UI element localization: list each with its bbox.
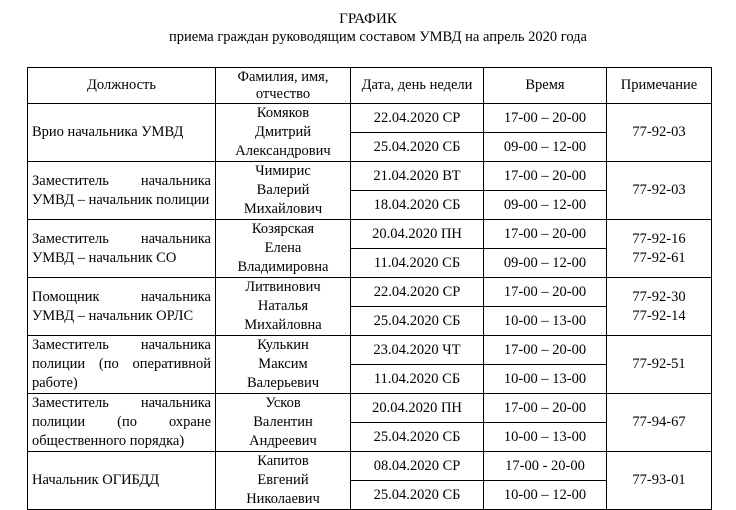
document-subtitle: приема граждан руководящим составом УМВД на апрель 2020 года <box>168 29 587 45</box>
name-part: Валерий <box>256 182 310 198</box>
date-cell: 11.04.2020 СБ <box>351 249 484 278</box>
full-name-cell <box>216 278 351 336</box>
name-part: Валентин <box>253 414 313 430</box>
name-part: Андреевич <box>249 433 317 449</box>
date-cell: 25.04.2020 СБ <box>351 423 484 452</box>
date-cell: 21.04.2020 ВТ <box>351 162 484 191</box>
table-row <box>28 336 712 365</box>
name-part: Елена <box>264 240 302 256</box>
name-part: Наталья <box>257 298 309 314</box>
name-part: Валерьевич <box>246 375 320 391</box>
date-cell: 25.04.2020 СБ <box>351 307 484 336</box>
time-cell: 17-00 – 20-00 <box>484 104 607 133</box>
name-part: Козярская <box>251 221 315 237</box>
phone-number: 77-92-14 <box>632 307 686 324</box>
name-part: Владимировна <box>237 259 329 275</box>
date-cell: 22.04.2020 СР <box>351 104 484 133</box>
table-row <box>28 452 712 481</box>
time-cell: 17-00 – 20-00 <box>484 278 607 307</box>
full-name-cell <box>216 220 351 278</box>
phone-number: 77-93-01 <box>632 472 686 488</box>
phone-number: 77-92-30 <box>632 288 686 305</box>
name-part: Дмитрий <box>254 124 312 140</box>
date-cell: 25.04.2020 СБ <box>351 133 484 162</box>
date-cell: 11.04.2020 СБ <box>351 365 484 394</box>
full-name-cell <box>216 104 351 162</box>
time-cell: 10-00 – 13-00 <box>484 365 607 394</box>
date-cell: 25.04.2020 СБ <box>351 481 484 510</box>
note-cell <box>607 162 712 220</box>
phone-number: 77-92-03 <box>632 182 686 198</box>
date-cell: 23.04.2020 ЧТ <box>351 336 484 365</box>
note-cell <box>607 394 712 452</box>
time-cell: 17-00 – 20-00 <box>484 394 607 423</box>
time-cell: 10-00 – 12-00 <box>484 481 607 510</box>
position-cell: Заместитель начальника УМВД – начальник СО <box>28 220 216 278</box>
name-part: Чимирис <box>255 163 311 179</box>
table-row <box>28 278 712 307</box>
full-name-cell <box>216 394 351 452</box>
phone-number: 77-92-03 <box>632 124 686 140</box>
time-cell: 09-00 – 12-00 <box>484 249 607 278</box>
name-part: Николаевич <box>246 491 320 507</box>
name-part: Кулькин <box>257 337 309 353</box>
name-part: Евгений <box>257 472 309 488</box>
time-cell: 17-00 – 20-00 <box>484 162 607 191</box>
table-header-row <box>28 68 712 104</box>
position-cell: Заместитель начальника полиции (по оперативной работе) <box>28 336 216 394</box>
note-cell <box>607 278 712 336</box>
table-row <box>28 394 712 423</box>
column-header-note: Примечание <box>607 68 712 104</box>
phone-number: 77-92-51 <box>632 356 686 372</box>
time-cell: 17-00 – 20-00 <box>484 220 607 249</box>
schedule-table <box>27 67 712 510</box>
date-cell: 18.04.2020 СБ <box>351 191 484 220</box>
time-cell: 09-00 – 12-00 <box>484 133 607 162</box>
column-header-position: Должность <box>28 68 216 104</box>
name-part: Усков <box>265 395 301 411</box>
position-cell: Врио начальника УМВД <box>28 104 216 162</box>
note-cell <box>607 104 712 162</box>
date-cell: 22.04.2020 СР <box>351 278 484 307</box>
name-part: Комяков <box>256 105 310 121</box>
table-row <box>28 104 712 133</box>
note-cell <box>607 336 712 394</box>
position-cell: Заместитель начальника полиции (по охране общественного порядка) <box>28 394 216 452</box>
name-part: Александрович <box>235 143 331 159</box>
time-cell: 17-00 – 20-00 <box>484 336 607 365</box>
date-cell: 08.04.2020 СР <box>351 452 484 481</box>
phone-number: 77-94-67 <box>632 414 686 430</box>
document-title: ГРАФИК <box>339 11 397 27</box>
full-name-cell <box>216 452 351 510</box>
position-cell: Начальник ОГИБДД <box>28 452 216 510</box>
phone-number: 77-92-61 <box>632 249 686 266</box>
position-cell: Заместитель начальника УМВД – начальник полиции <box>28 162 216 220</box>
name-part: Максим <box>258 356 308 372</box>
time-cell: 10-00 – 13-00 <box>484 307 607 336</box>
column-header-time: Время <box>484 68 607 104</box>
name-part: Литвинович <box>245 279 321 295</box>
name-part: Михайлович <box>243 201 323 217</box>
full-name-cell <box>216 336 351 394</box>
phone-number: 77-92-16 <box>632 230 686 247</box>
note-cell <box>607 220 712 278</box>
name-part: Михайловна <box>244 317 322 333</box>
table-row <box>28 220 712 249</box>
time-cell: 10-00 – 13-00 <box>484 423 607 452</box>
position-cell: Помощник начальника УМВД – начальник ОРЛС <box>28 278 216 336</box>
time-cell: 09-00 – 12-00 <box>484 191 607 220</box>
table-row <box>28 162 712 191</box>
full-name-cell <box>216 162 351 220</box>
time-cell: 17-00 - 20-00 <box>484 452 607 481</box>
date-cell: 20.04.2020 ПН <box>351 220 484 249</box>
column-header-date: Дата, день недели <box>351 68 484 104</box>
note-cell <box>607 452 712 510</box>
column-header-name: Фамилия, имя, отчество <box>216 68 351 104</box>
name-part: Капитов <box>257 453 309 469</box>
date-cell: 20.04.2020 ПН <box>351 394 484 423</box>
